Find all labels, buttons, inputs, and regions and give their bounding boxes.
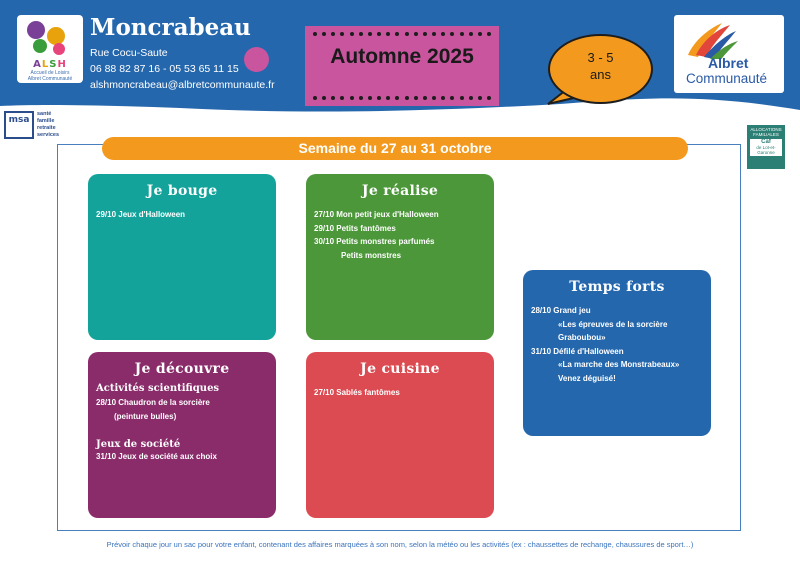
activity-item: 31/10 Défilé d'Halloween (531, 346, 624, 356)
activity-item: Graboubou» (558, 333, 606, 342)
phone-numbers: 06 88 82 87 16 - 05 53 65 11 15 (90, 63, 239, 75)
activity-item: 27/10 Sablés fantômes (314, 388, 400, 397)
caf-mark: Caf (761, 139, 771, 145)
caf-logo (747, 125, 785, 169)
activity-item: Venez déguisé! (558, 373, 616, 383)
albret-swoosh-icon (674, 15, 784, 59)
activity-list (306, 208, 494, 262)
card-title: Je réalise (361, 183, 439, 199)
card-je-decouvre (88, 352, 276, 518)
activity-item: 27/10 Mon petit jeux d'Halloween (314, 210, 439, 219)
footer-note: Prévoir chaque jour un sac pour votre enfant, contenant des affaires marquées à son nom, selon la météo ou les activités (ex : chaussettes de rechange, chaussures de sport…) (106, 540, 694, 549)
card-temps-forts (523, 270, 711, 436)
msa-mark: msa (4, 111, 34, 139)
section-title-sciences: Activités scientifiques (96, 383, 220, 394)
alsh-subtitle-2: Albret Communauté (27, 76, 73, 82)
card-title: Je cuisine (360, 361, 440, 377)
albret-communaute-logo (674, 15, 784, 93)
albret-name-line1: Albret (708, 55, 749, 71)
caf-bottom-text: de Lot-et-Garonne (756, 145, 776, 155)
msa-logo (4, 111, 66, 139)
age-unit: ans (590, 67, 611, 82)
caf-top-text: ALLOCATIONS FAMILIALES (750, 127, 782, 137)
activity-item: «La marche des Monstrabeaux» (558, 360, 680, 369)
card-title: Je bouge (146, 183, 218, 199)
activity-item: 30/10 Petits monstres parfumés (314, 237, 435, 246)
week-banner: Semaine du 27 au 31 octobre (102, 137, 688, 160)
age-range: 3 - 5 (587, 50, 614, 65)
activity-item: 29/10 Petits fantômes (314, 223, 396, 233)
activity-item: Petits monstres (341, 250, 402, 260)
activity-item: 28/10 Grand jeu (531, 306, 591, 315)
activity-item: «Les épreuves de la sorcière (558, 319, 668, 329)
season-title: Automne 2025 (330, 45, 474, 68)
card-je-bouge (88, 174, 276, 340)
address: Rue Cocu-Saute (90, 47, 168, 59)
section-title-jeux: Jeux de société (96, 439, 181, 450)
alsh-wordmark: ALSH (33, 59, 67, 70)
activity-item: 31/10 Jeux de société aux choix (96, 452, 217, 461)
card-je-realise (306, 174, 494, 340)
msa-tagline: santé famille retraite services (37, 111, 60, 138)
albret-name-line2: Communauté (686, 71, 768, 86)
activity-item: 28/10 Chaudron de la sorcière (96, 398, 210, 407)
site-name: Moncrabeau (90, 14, 251, 41)
activity-list (88, 208, 276, 222)
activity-item: (peinture bulles) (114, 411, 177, 421)
activity-list (88, 396, 276, 423)
activity-list (88, 450, 276, 464)
card-je-cuisine (306, 352, 494, 518)
card-title: Temps forts (569, 279, 665, 295)
caf-inner (750, 139, 782, 156)
activity-list (523, 304, 711, 385)
activity-item: 29/10 Jeux d'Halloween (96, 210, 186, 219)
activity-list (306, 386, 494, 400)
alsh-subtitle-1: Accueil de Loisirs (30, 70, 70, 76)
card-title: Je découvre (134, 361, 230, 377)
email-address[interactable]: alshmoncrabeau@albretcommunaute.fr (90, 79, 275, 91)
